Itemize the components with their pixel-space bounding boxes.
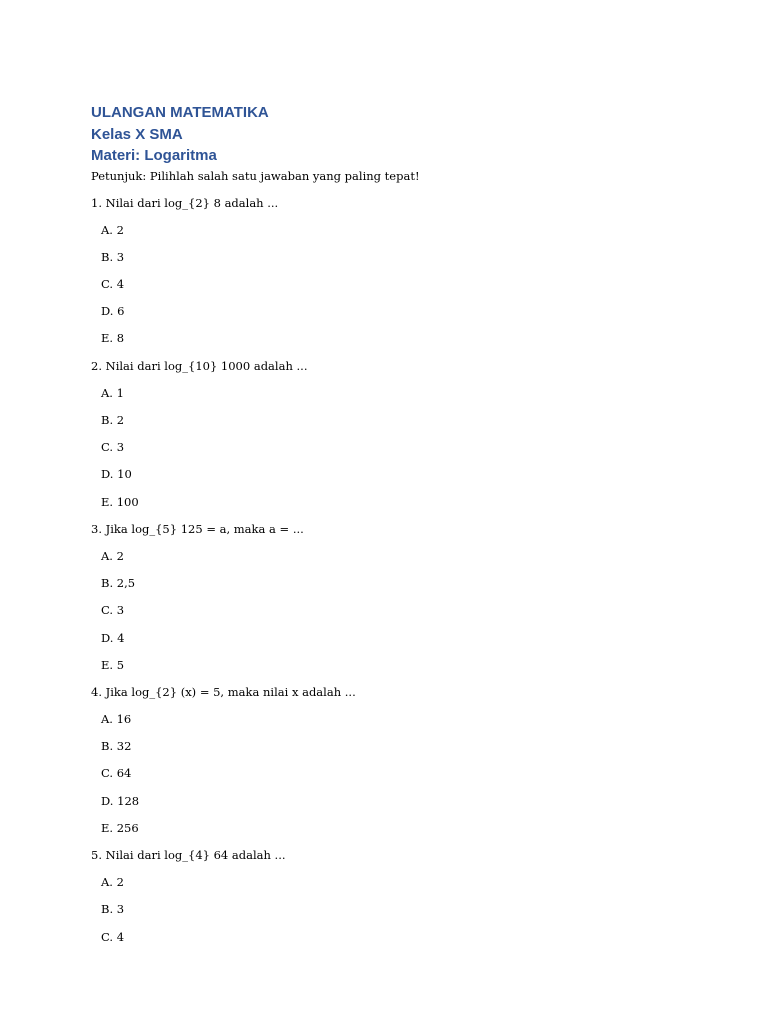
option-list — [91, 380, 691, 516]
answer-option: C. 3 — [101, 440, 125, 455]
topic-line: Materi: Logaritma — [91, 147, 217, 164]
document-page — [91, 102, 691, 951]
answer-option: B. 32 — [101, 739, 132, 754]
answer-option: D. 6 — [101, 304, 125, 319]
question-text: 4. Jika log_{2} (x) = 5, maka nilai x adalah ... — [91, 684, 356, 699]
class-line: Kelas X SMA — [91, 125, 183, 143]
answer-option: E. 100 — [101, 494, 139, 509]
question-item — [91, 190, 691, 353]
answer-option: C. 3 — [101, 603, 125, 618]
question-item — [91, 353, 691, 516]
answer-option: D. 10 — [101, 467, 132, 482]
answer-option: B. 2 — [101, 413, 125, 427]
answer-option: E. 8 — [101, 331, 125, 346]
document-title: ULANGAN MATEMATIKA — [91, 104, 269, 121]
answer-option: E. 5 — [101, 657, 125, 672]
answer-option: C. 64 — [101, 766, 132, 781]
answer-option: C. 4 — [101, 929, 125, 944]
answer-option: D. 4 — [101, 630, 125, 645]
answer-option: A. 2 — [101, 875, 124, 890]
answer-option: A. 2 — [101, 548, 124, 563]
instructions: Petunjuk: Pilihlah salah satu jawaban yang paling tepat! — [91, 168, 420, 183]
answer-option: B. 3 — [101, 249, 125, 264]
question-item — [91, 516, 691, 679]
answer-option: B. 3 — [101, 902, 125, 917]
option-list — [91, 869, 691, 951]
question-text: 1. Nilai dari log_{2} 8 adalah ... — [91, 195, 279, 210]
option-list — [91, 706, 691, 842]
answer-option: D. 128 — [101, 793, 140, 808]
question-item — [91, 842, 691, 951]
answer-option: E. 256 — [101, 820, 139, 835]
answer-option: A. 2 — [101, 222, 124, 237]
option-list — [91, 217, 691, 353]
answer-option: C. 4 — [101, 277, 125, 292]
question-text: 2. Nilai dari log_{10} 1000 adalah ... — [91, 358, 308, 373]
question-text: 5. Nilai dari log_{4} 64 adalah ... — [91, 848, 286, 862]
option-list — [91, 543, 691, 679]
answer-option: A. 16 — [101, 712, 132, 727]
question-list — [91, 190, 691, 951]
answer-option: B. 2,5 — [101, 576, 136, 591]
question-text: 3. Jika log_{5} 125 = a, maka a = ... — [91, 521, 304, 536]
answer-option: A. 1 — [101, 385, 124, 400]
question-item — [91, 679, 691, 842]
